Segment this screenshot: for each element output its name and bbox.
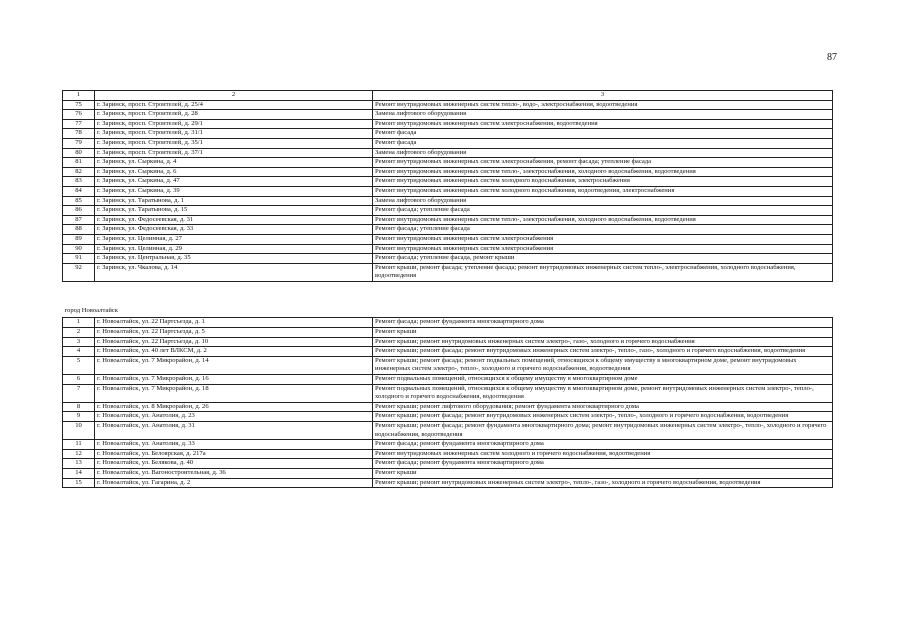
row-works: Ремонт внутридомовых инженерных систем тепло-, электроснабжения, холодного водоснабжения, водоотведения xyxy=(373,167,833,177)
table-row xyxy=(63,318,833,328)
row-works: Ремонт внутридомовых инженерных систем холодного водоснабжения, электроснабжения xyxy=(373,177,833,187)
row-address: г. Новоалтайск, ул. 7 Микрорайон, д. 14 xyxy=(95,356,373,374)
row-address: г. Заринск, просп. Строителей, д. 37/1 xyxy=(95,148,373,158)
table-row xyxy=(63,384,833,402)
novoaltaysk-rows xyxy=(63,318,833,488)
row-works: Ремонт крыши xyxy=(373,468,833,478)
row-works: Ремонт фасада xyxy=(373,129,833,139)
row-address: г. Заринск, ул. Таратынова, д. 1 xyxy=(95,196,373,206)
row-address: г. Заринск, ул. Сыркина, д. 47 xyxy=(95,177,373,187)
row-address: г. Заринск, просп. Строителей, д. 29/1 xyxy=(95,119,373,129)
table-row xyxy=(63,225,833,235)
row-number: 8 xyxy=(63,402,95,412)
row-number: 81 xyxy=(63,158,95,168)
row-number: 91 xyxy=(63,254,95,264)
table-row xyxy=(63,138,833,148)
table-row xyxy=(63,328,833,338)
row-address: г. Заринск, ул. Центральная, д. 35 xyxy=(95,254,373,264)
table-row xyxy=(63,167,833,177)
row-works: Ремонт крыши; ремонт внутридомовых инженерных систем электро-, тепло-, газо-, холодного и горячего водоснабжения, водоотведения xyxy=(373,478,833,488)
row-address: г. Новоалтайск, ул. Анатолия, д. 31 xyxy=(95,422,373,440)
row-address: г. Заринск, ул. Таратынова, д. 15 xyxy=(95,206,373,216)
table-row xyxy=(63,148,833,158)
row-works: Ремонт крыши; ремонт внутридомовых инженерных систем электро-, газо-, холодного и горячего водоснабжения xyxy=(373,337,833,347)
table-row xyxy=(63,468,833,478)
table-row xyxy=(63,356,833,374)
row-works: Ремонт внутридомовых инженерных систем тепло-, электроснабжения, холодного водоснабжения, водоотведения xyxy=(373,215,833,225)
table-row xyxy=(63,478,833,488)
row-works: Ремонт фасада; утепление фасада xyxy=(373,206,833,216)
row-number: 80 xyxy=(63,148,95,158)
table-row xyxy=(63,158,833,168)
row-works: Замена лифтового оборудования xyxy=(373,196,833,206)
row-address: г. Заринск, просп. Строителей, д. 35/1 xyxy=(95,138,373,148)
row-number: 89 xyxy=(63,234,95,244)
row-number: 92 xyxy=(63,263,95,281)
table-row xyxy=(63,375,833,385)
row-address: г. Новоалтайск, ул. Вагоностроительная, д. 36 xyxy=(95,468,373,478)
row-works: Ремонт крыши xyxy=(373,328,833,338)
row-address: г. Новоалтайск, ул. 7 Микрорайон, д. 16 xyxy=(95,375,373,385)
table-row xyxy=(63,206,833,216)
table-row xyxy=(63,186,833,196)
row-number: 15 xyxy=(63,478,95,488)
header-col-2: 2 xyxy=(95,91,373,101)
table-row xyxy=(63,347,833,357)
row-works: Ремонт фасада xyxy=(373,138,833,148)
header-col-3: 3 xyxy=(373,91,833,101)
section-heading xyxy=(63,281,833,318)
row-number: 82 xyxy=(63,167,95,177)
row-address: г. Заринск, ул. Федосеевская, д. 33 xyxy=(95,225,373,235)
row-works: Ремонт крыши; ремонт фасада; ремонт внутридомовых инженерных систем электро-, тепло-, газо-, холодного и горячего водоснабжения, водоотведения xyxy=(373,347,833,357)
row-address: г. Новоалтайск, ул. Гагарина, д. 2 xyxy=(95,478,373,488)
row-works: Ремонт внутридомовых инженерных систем холодного и горячего водоснабжения, водоотведения xyxy=(373,449,833,459)
page-number: 87 xyxy=(827,52,837,63)
row-address: г. Новоалтайск, ул. 22 Партсъезда, д. 5 xyxy=(95,328,373,338)
row-number: 10 xyxy=(63,422,95,440)
row-number: 87 xyxy=(63,215,95,225)
row-address: г. Заринск, ул. Сыркина, д. 39 xyxy=(95,186,373,196)
row-number: 3 xyxy=(63,337,95,347)
row-address: г. Новоалтайск, ул. Анатолия, д. 23 xyxy=(95,412,373,422)
table-row xyxy=(63,459,833,469)
row-number: 77 xyxy=(63,119,95,129)
table-row xyxy=(63,412,833,422)
row-address: г. Заринск, просп. Строителей, д. 25/4 xyxy=(95,100,373,110)
row-number: 90 xyxy=(63,244,95,254)
table-row xyxy=(63,422,833,440)
row-works: Ремонт крыши; ремонт фасада; ремонт внутридомовых инженерных систем электро-, тепло-, холодного и горячего водоснабжения, водоотведения xyxy=(373,412,833,422)
row-works: Ремонт фасада; ремонт фундамента многоквартирного дома xyxy=(373,440,833,450)
row-works: Ремонт внутридомовых инженерных систем электроснабжения, водоотведения xyxy=(373,119,833,129)
table-row xyxy=(63,254,833,264)
row-works: Ремонт внутридомовых инженерных систем электроснабжения, ремонт фасада; утепление фасада xyxy=(373,158,833,168)
row-works: Ремонт подвальных помещений, относящихся к общему имуществу в многоквартирном доме, ремонт внутридомовых инженерных систем электро-, тепло-, холодного и горячего водоснабжения, водоотведения xyxy=(373,384,833,402)
row-number: 79 xyxy=(63,138,95,148)
row-address: г. Новоалтайск, ул. 8 Микрорайон, д. 26 xyxy=(95,402,373,412)
row-works: Замена лифтового оборудования xyxy=(373,110,833,120)
header-row xyxy=(63,91,833,101)
row-works: Ремонт внутридомовых инженерных систем электроснабжения xyxy=(373,234,833,244)
row-number: 84 xyxy=(63,186,95,196)
row-works: Ремонт крыши; ремонт лифтового оборудования; ремонт фундамента многоквартирного дома xyxy=(373,402,833,412)
section-row xyxy=(63,281,833,318)
row-number: 76 xyxy=(63,110,95,120)
row-address: г. Заринск, ул. Сыркина, д. 6 xyxy=(95,167,373,177)
row-address: г. Заринск, ул. Целинная, д. 27 xyxy=(95,234,373,244)
row-address: г. Заринск, ул. Чкалова, д. 14 xyxy=(95,263,373,281)
zarinsk-rows xyxy=(63,100,833,281)
table-row xyxy=(63,196,833,206)
row-number: 86 xyxy=(63,206,95,216)
row-number: 4 xyxy=(63,347,95,357)
row-address: г. Заринск, просп. Строителей, д. 31/1 xyxy=(95,129,373,139)
table-row xyxy=(63,110,833,120)
row-address: г. Новоалтайск, ул. 40 лет ВЛКСМ, д. 2 xyxy=(95,347,373,357)
row-number: 5 xyxy=(63,356,95,374)
table-row xyxy=(63,263,833,281)
table-row xyxy=(63,129,833,139)
row-works: Ремонт крыши; ремонт фасада; ремонт фундамента многоквартирного дома; ремонт внутридомовых инженерных систем электро-, тепло-, холодного и горячего водоснабжения, водоотведения xyxy=(373,422,833,440)
row-number: 78 xyxy=(63,129,95,139)
row-number: 75 xyxy=(63,100,95,110)
row-works: Ремонт крыши; ремонт фасада; ремонт подвальных помещений, относящихся к общему имуществу в многоквартирном доме, ремонт внутридомовых инженерных систем электро-, тепло-, холодного и горячего водоснабжения, водоотведения xyxy=(373,356,833,374)
row-address: г. Новоалтайск, ул. Анатолия, д. 33 xyxy=(95,440,373,450)
row-works: Ремонт крыши, ремонт фасада; утепление фасада; ремонт внутридомовых инженерных систем тепло-, электроснабжения, холодного водоснабжения, водоотведения xyxy=(373,263,833,281)
row-number: 9 xyxy=(63,412,95,422)
row-number: 11 xyxy=(63,440,95,450)
table-row xyxy=(63,440,833,450)
row-address: г. Новоалтайск, ул. Белоярская, д. 217а xyxy=(95,449,373,459)
section-title: город Новоалтайск xyxy=(64,306,118,314)
row-number: 1 xyxy=(63,318,95,328)
row-address: г. Новоалтайск, ул. 22 Партсъезда, д. 10 xyxy=(95,337,373,347)
row-works: Ремонт фасада; утепление фасада xyxy=(373,225,833,235)
table-row xyxy=(63,449,833,459)
table-row xyxy=(63,119,833,129)
table-row xyxy=(63,234,833,244)
row-works: Ремонт фасада; ремонт фундамента многоквартирного дома xyxy=(373,459,833,469)
row-number: 83 xyxy=(63,177,95,187)
row-number: 88 xyxy=(63,225,95,235)
table-row xyxy=(63,177,833,187)
row-works: Замена лифтового оборудования xyxy=(373,148,833,158)
row-address: г. Новоалтайск, ул. 7 Микрорайон, д. 18 xyxy=(95,384,373,402)
table-row xyxy=(63,215,833,225)
table-row xyxy=(63,100,833,110)
row-number: 85 xyxy=(63,196,95,206)
table-row xyxy=(63,402,833,412)
works-table xyxy=(62,90,833,488)
row-number: 7 xyxy=(63,384,95,402)
row-works: Ремонт фасада; ремонт фундамента многоквартирного дома xyxy=(373,318,833,328)
header-col-1: 1 xyxy=(63,91,95,101)
row-address: г. Новоалтайск, ул. 22 Партсъезда, д. 1 xyxy=(95,318,373,328)
row-address: г. Заринск, ул. Целинная, д. 29 xyxy=(95,244,373,254)
row-works: Ремонт подвальных помещений, относящихся к общему имуществу в многоквартирном доме xyxy=(373,375,833,385)
row-works: Ремонт внутридомовых инженерных систем тепло-, водо-, электроснабжения, водоотведения xyxy=(373,100,833,110)
row-address: г. Заринск, ул. Сыркина, д. 4 xyxy=(95,158,373,168)
row-works: Ремонт фасада; утепление фасада, ремонт крыши xyxy=(373,254,833,264)
row-works: Ремонт внутридомовых инженерных систем электроснабжения xyxy=(373,244,833,254)
table-row xyxy=(63,244,833,254)
row-number: 14 xyxy=(63,468,95,478)
row-number: 12 xyxy=(63,449,95,459)
table-header xyxy=(63,91,833,101)
row-works: Ремонт внутридомовых инженерных систем холодного водоснабжения, водоотведения, электроснабжения xyxy=(373,186,833,196)
row-number: 13 xyxy=(63,459,95,469)
row-number: 2 xyxy=(63,328,95,338)
table-row xyxy=(63,337,833,347)
row-address: г. Заринск, просп. Строителей, д. 28 xyxy=(95,110,373,120)
row-address: г. Заринск, ул. Федосеевская, д. 31 xyxy=(95,215,373,225)
row-number: 6 xyxy=(63,375,95,385)
row-address: г. Новоалтайск, ул. Белякова, д. 40 xyxy=(95,459,373,469)
